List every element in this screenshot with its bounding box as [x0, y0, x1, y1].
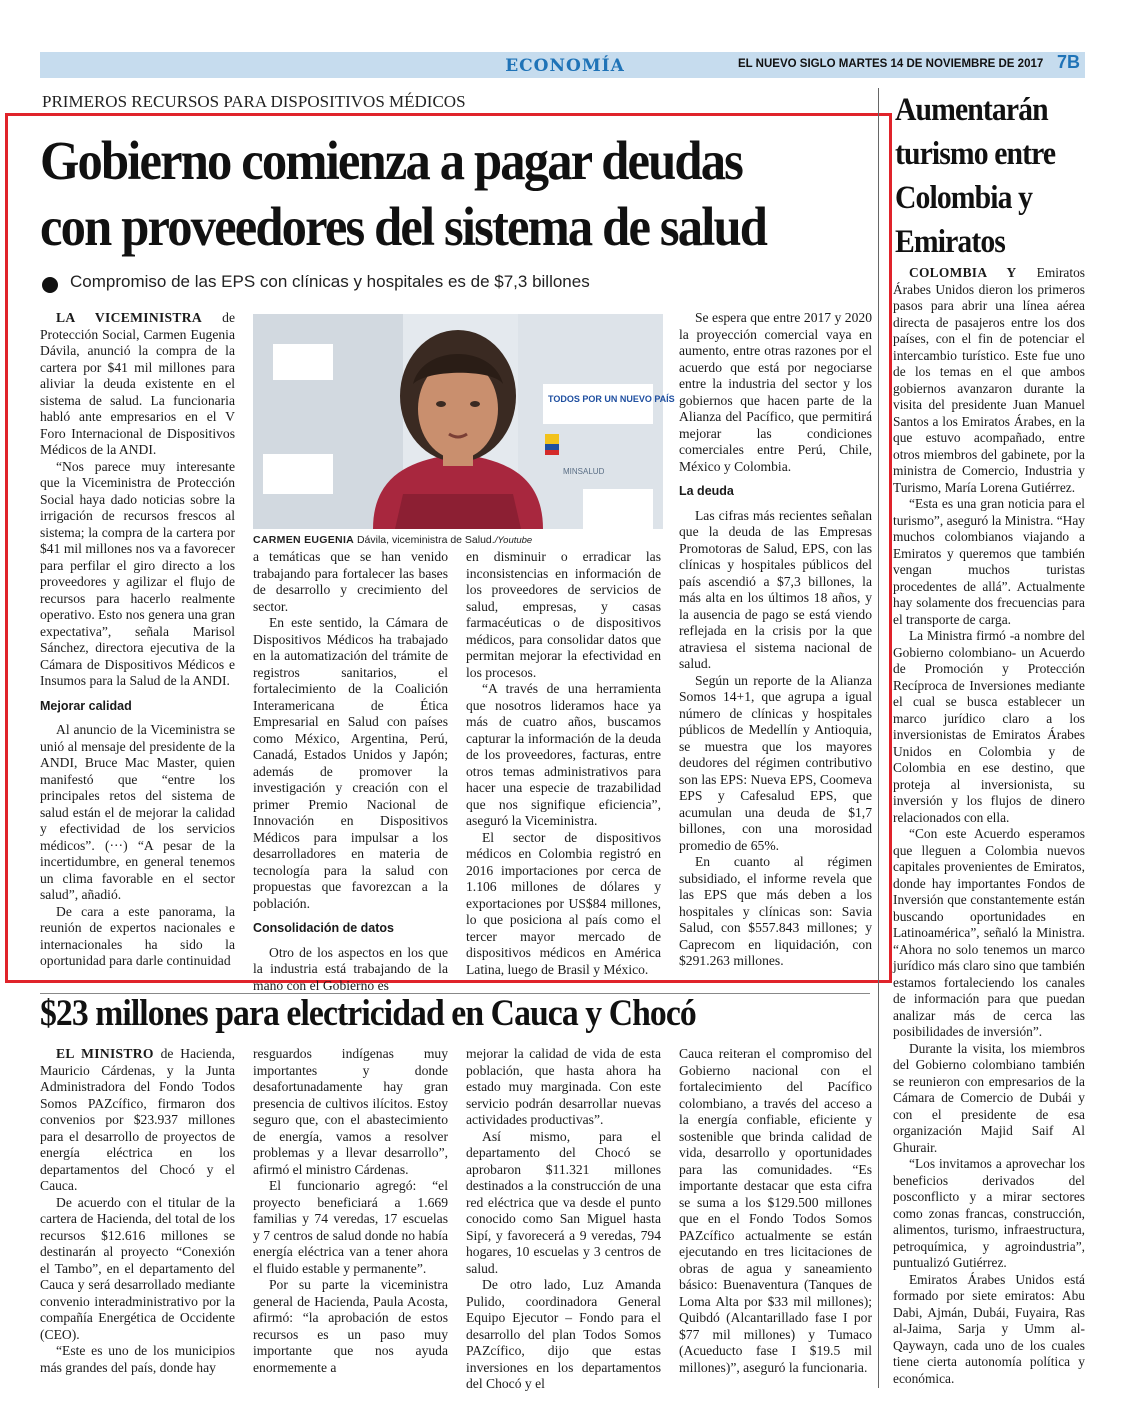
caption-text: Dávila, viceministra de Salud.	[354, 534, 495, 546]
paragraph: Durante la visita, los miembros del Gobierno colombiano también se reunieron con empresarios de la Cámara de Comercio de Dubái y con el presidente de esa organización Majid Saif Al Ghurair.	[893, 1040, 1085, 1155]
main-headline: Gobierno comienza a pagar deudas con proveedores del sistema de salud	[40, 130, 767, 257]
paragraph	[40, 1046, 235, 1195]
paragraph: en disminuir o erradicar las inconsistencias en información de los proveedores de servicios de salud, empresas, y casas farmacéuticas o de dispositivos médicos, para consolidar datos que permitan mejorar la efectividad en los procesos.	[466, 549, 661, 680]
lead-in: COLOMBIA Y	[909, 265, 1017, 280]
subtitle: Consolidación de datos	[253, 921, 394, 935]
lead-in: LA VICEMINISTRA	[56, 310, 203, 325]
paragraph: De cara a este panorama, la reunión de expertos nacionales e internacionales ha sido la oportunidad para darle continuidad	[40, 903, 235, 968]
paragraph: resguardos indígenas muy importantes y donde desafortunadamente hay gran presencia de cultivos ilícitos. Estoy seguro que, con el abastecimiento de energía, vamos a resolver problemas y a llevar desarrollo”, afirmó el ministro Cárdenas.	[253, 1046, 448, 1177]
photo-caption	[253, 534, 673, 546]
subtitle: Mejorar calidad	[40, 698, 132, 713]
paragraph: Emiratos Árabes Unidos está formado por siete emiratos: Abu Dabi, Ajmán, Dubái, Fuyaira, Ras al-Jaima, Sarja y Umm al-Qaywayn, cada uno de los cuales tiene cierta autonomía política y económica.	[893, 1271, 1085, 1386]
paragraph: En este sentido, la Cámara de Dispositivos Médicos ha trabajado en la automatización del trámite de registros sanitarios, el fortalecimiento de la Coalición Interamericana de Ética Empresarial en Salud con países como México, Argentina, Perú, Canadá, Estados Unidos y Japón; además de promover la investigación y creación con el primer Premio Nacional de Innovación en Dispositivos Médicos para impulsar a los desarrolladores en materia de tecnología para la salud con propuestas que favorezcan a la población.	[253, 615, 448, 911]
news-photo	[253, 314, 675, 529]
second-headline: $23 millones para electricidad en Cauca y Chocó	[40, 993, 696, 1034]
column-divider	[878, 88, 879, 1388]
side-column	[893, 265, 1085, 1386]
paragraph: “Los invitamos a aprovechar los beneficios derivados del posconflicto y a mirar sectores como zonas francas, construcción, alimentos, turismo, infraestructura, petroquímica, y agroindustria”, puntualizó Gutiérrez.	[893, 1156, 1085, 1270]
subtitle: La deuda	[679, 484, 734, 498]
main-column-2	[253, 549, 448, 993]
paragraph	[40, 310, 235, 459]
paragraph: La Ministra firmó -a nombre del Gobierno colombiano- un Acuerdo de Promoción y Protección Recíproca de Inversiones mediante el cual se busca establecer un marco jurídico claro a los inversionistas de Emiratos Árabes Unidos en Colombia y de Colombia en ese destino, que proteja al inversionista, su inversión y los flujos de dinero relacionados con ella.	[893, 628, 1085, 825]
main-column-4	[679, 310, 872, 968]
paragraph: El funcionario agregó: “el proyecto beneficiará a 1.669 familias y 74 veredas, 17 escuelas y 7 centros de salud donde no había energía eléctrica van a tener ahora el fluido estable y permanente”.	[253, 1178, 448, 1276]
paragraph: Las cifras más recientes señalan que la deuda de las Empresas Promotoras de Salud, EPS, con las clínicas y hospitales públicos del país ascendió a $7,3 billones, la más alta en los últimos 18 años, y la ausencia de pago se está viendo reflejada en la crisis por la que atraviesa el sistema nacional de salud.	[679, 507, 872, 671]
kicker: PRIMEROS RECURSOS PARA DISPOSITIVOS MÉDICOS	[42, 92, 466, 111]
paragraph-text: Emiratos Árabes Unidos dieron los primeros pasos para abrir una línea aérea directa de pasajeros entre los dos países, con el fin de potenciar el intercambio turístico. Este fue uno de los temas en el que ambos gobiernos avanzaron durante la visita del presidente Juan Manuel Santos a los Emiratos Árabes, en la que estuvo acompañado, entre otros miembros del gabinete, por la ministra de Comercio, Industria y Turismo, María Lorena Gutiérrez.	[893, 265, 1085, 495]
second-column-2	[253, 1046, 448, 1375]
main-column-3	[466, 549, 661, 977]
paragraph: “Este es uno de los municipios más grandes del país, donde hay	[40, 1343, 235, 1375]
side-headline: Aumentarán turismo entre Colombia y Emiratos	[895, 92, 1056, 260]
paragraph: “Nos parece muy interesante que la Viceministra de Protección Social haya dado noticias sobre la irrigación de recursos frescos al sistema; la compra de la cartera por $41 mil millones nos va a favorecer para perfilar el giro directo a los proveedores y agilizar el flujo de recursos para hacerlo realmente operativo. Esto nos genera una gran expectativa”, señala Marisol Sánchez, directora ejecutiva de la Cámara de Dispositivos Médicos e Insumos para la Salud de la ANDI.	[40, 458, 235, 688]
edition-date: EL NUEVO SIGLO MARTES 14 DE NOVIEMBRE DE 2017	[738, 58, 1044, 70]
paragraph: “Esta es una gran noticia para el turismo”, aseguró la Ministra. “Hay muchos colombianos viajando a Emiratos y queremos que también vengan muchos turistas procedentes de allá”. Actualmente hay solamente dos frecuencias para el transporte de carga.	[893, 496, 1085, 627]
caption-name: CARMEN EUGENIA	[253, 534, 355, 546]
main-column-1	[40, 310, 235, 968]
paragraph: Cauca reiteran el compromiso del Gobierno nacional con el fortalecimiento del Pacífico colombiano, a través del acceso a la energía confiable, eficiente y sostenible que brinda calidad de vida, desarrollo y oportunidades para las comunidades. “Es importante destacar que esta cifra se suma a los $129.500 millones que en el Fondo Todos Somos PAZcífico actualmente se están ejecutando en tres licitaciones de obras de agua y saneamiento básico: Buenaventura (Tanques de Loma Alta por $33 mil millones); Quibdó (Alcantarillado fase I por $77 mil millones) y Tumaco (Acueducto fase I $19.5 mil millones)”, aseguró la funcionaria.	[679, 1046, 872, 1375]
paragraph: De otro lado, Luz Amanda Pulido, coordinadora General Equipo Ejecutor – Fondo para el desarrollo del plan Todos Somos PAZcífico, dijo que estas inversiones en los departamentos del Chocó y el	[466, 1277, 661, 1391]
caption-credit: /Youtube	[494, 535, 533, 546]
paragraph: Otro de los aspectos en los que la industria está trabajando de la mano con el Gobierno es	[253, 944, 448, 993]
paragraph-text: de Hacienda, Mauricio Cárdenas, y la Junta Administradora del Fondo Todos Somos PAZcífico, firmaron dos convenios por $23.937 millones para el desarrollo de proyectos de energía eléctrica en los departamentos del Chocó y el Cauca.	[40, 1046, 235, 1193]
paragraph: Se espera que entre 2017 y 2020 la proyección comercial vaya en aumento, entre otras razones por el acuerdo que está por negociarse entre la industria del sector y los gobiernos que hacen parte de la Alianza del Pacífico, que permitirá mejorar las condiciones comerciales entre Perú, Chile, México y Colombia.	[679, 310, 872, 474]
paragraph: Según un reporte de la Alianza Somos 14+1, que agrupa a igual número de clínicas y hospitales públicos de Medellín y Antioquia, se muestra que los mayores deudores del régimen contributivo son las EPS: Nueva EPS, Coomeva EPS y Cafesalud EPS, que acumulan una deuda de $1,7 billones, con una morosidad promedio de 65%.	[679, 672, 872, 853]
paragraph: “A través de una herramienta que nosotros lideramos hace ya más de cuatro años, buscamos capturar la información de la deuda de los proveedores, facturas, entre otros temas administrativos para hacer una especie de trazabilidad que nos signifique eficiencia”, aseguró la Viceministra.	[466, 681, 661, 828]
photo-illustration	[253, 314, 675, 529]
second-column-3	[466, 1046, 661, 1391]
paragraph: Por su parte la viceministra general de Hacienda, Paula Acosta, afirmó: “la aprobación de estos recursos es un paso muy importante que nos ayuda enormemente a	[253, 1277, 448, 1375]
page-number: 7B	[1057, 52, 1081, 72]
banner-text: MINSALUD	[563, 467, 605, 476]
second-column-1	[40, 1046, 235, 1375]
bullet-icon	[42, 277, 58, 293]
banner-text: TODOS POR UN NUEVO PAÍS	[548, 394, 675, 404]
paragraph: a temáticas que se han venido trabajando para fortalecer las bases de desarrollo y crecimiento del sector.	[253, 549, 448, 614]
section-name: ECONOMÍA	[505, 56, 625, 76]
paragraph: En cuanto al régimen subsidiado, el informe revela que las EPS que más deben a los hospitales y clínicas son: Savia Salud, con $557.843 millones; y Caprecom en liquidación, con $291.263 millones.	[679, 854, 872, 968]
paragraph: De acuerdo con el titular de la cartera de Hacienda, del total de los recursos $12.616 millones se destinarán al proyecto “Conexión el Tambo”, en el departamento del Cauca y será desarrollado mediante convenio interadministrativo por la compañía Energética de Occidente (CEO).	[40, 1194, 235, 1342]
lead-in: EL MINISTRO	[56, 1046, 154, 1061]
main-subhead: Compromiso de las EPS con clínicas y hospitales es de $7,3 billones	[70, 272, 590, 291]
paragraph: mejorar la calidad de vida de esta población, que hasta ahora ha estado muy marginada. Con este servicio podrán desarrollar nuevas actividades productivas”.	[466, 1046, 661, 1127]
paragraph: Al anuncio de la Viceministra se unió al mensaje del presidente de la ANDI, Bruce Mac Master, quien manifestó que “entre los principales retos del sistema de salud están el de mejorar la calidad y efectividad de los servicios médicos”. (···) “A pesar de la incertidumbre, en general tenemos un clima favorable en el sector salud”, añadió.	[40, 722, 235, 902]
paragraph: El sector de dispositivos médicos en Colombia registró en 2016 importaciones por cerca de 1.106 millones de dólares y exportaciones por US$84 millones, lo que posiciona al país como el tercer mayor mercado de dispositivos médicos en América Latina, luego de Brasil y México.	[466, 829, 661, 977]
paragraph	[893, 265, 1085, 496]
paragraph: Así mismo, para el departamento del Chocó se aprobaron $11.321 millones destinados a la construcción de una red eléctrica que va desde el punto conocido como San Miguel hasta Sipí, y favorecerá a 9 veredas, 794 hogares, 10 escuelas y 3 centros de salud.	[466, 1128, 661, 1276]
second-column-4	[679, 1046, 872, 1375]
paragraph-text: de Protección Social, Carmen Eugenia Dávila, anunció la compra de la cartera por $41 mil millones para aliviar la deuda existente en el sistema de salud. La funcionaria habló ante empresarios en el V Foro Internacional de Dispositivos Médicos de la ANDI.	[40, 310, 235, 457]
paragraph: “Con este Acuerdo esperamos que lleguen a Colombia nuevos capitales provenientes de Emiratos, donde hay importantes Fondos de Inversión que constantemente están buscando oportunidades en Latinoamérica”, señaló la Ministra. “Ahora no solo tenemos un marco jurídico más claro sino que también estamos fortaleciendo los canales de información para que puedan analizar más de cerca las posibilidades de inversión”.	[893, 826, 1085, 1039]
